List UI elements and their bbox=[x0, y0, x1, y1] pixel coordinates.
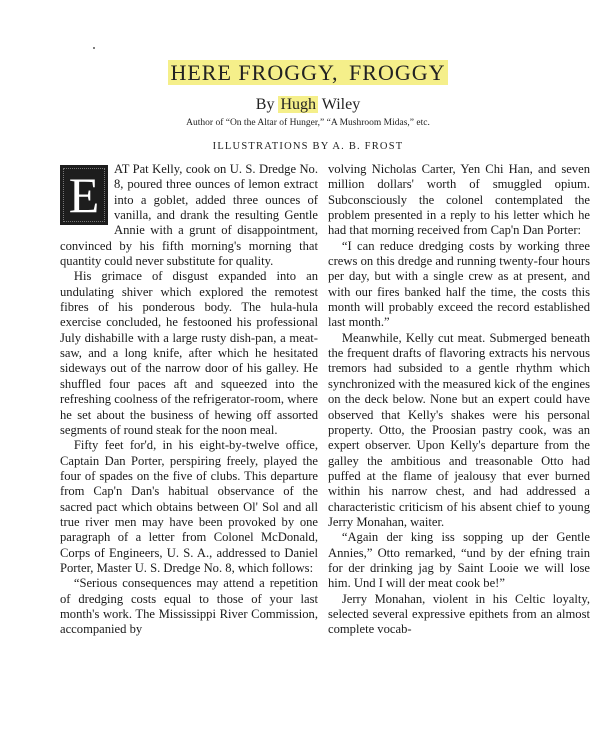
title-highlight-2: FROGGY bbox=[349, 60, 446, 85]
illustrations-credit: ILLUSTRATIONS BY A. B. FROST bbox=[212, 141, 404, 152]
byline bbox=[0, 96, 616, 114]
drop-cap-letter: E bbox=[68, 167, 100, 223]
paragraph: “I can reduce dredging costs by working three crews on this dredge and running twenty-four hours per day, but with a single crew as at present, and with our fires banked half the time, the costs this month will probably exceed the record established last month.” bbox=[328, 238, 590, 330]
paragraph: “Serious consequences may attend a repetition of dredging costs equal to those of your last month's work. The Mississippi River Commission, accompanied by bbox=[60, 576, 318, 637]
drop-cap-e bbox=[60, 165, 108, 225]
paragraph: Fifty feet for'd, in his eight-by-twelve office, Captain Dan Porter, perspiring freely, played the four of spades on the five of clubs. This departure from Cap'n Dan's habitual observance of the sacred pact which obtains between Ol' Sol and all true river men may have been provoked by one paragraph of a letter from Colonel McDonald, Corps of Engineers, U. S. A., addressed to Daniel Porter, Master U. S. Dredge No. 8, which follows: bbox=[60, 438, 318, 575]
paragraph: “Again der king iss sopping up der Gentle Annies,” Otto remarked, “und by der efning train for der drinking jag by Saint Looie we will lose him. Und I will der meat cook be!” bbox=[328, 530, 590, 591]
paragraph: Meanwhile, Kelly cut meat. Submerged beneath the frequent drafts of flavoring extracts his nervous tremors had subsided to a gentle rhythm which synchronized with the measured kick of the engines on the deck below. None but an expert could have observed that Kelly's shakes were his personal property. Otto, the Proosian pastry cook, was an expert observer. Upon Kelly's departure from the galley the ambitious and treasonable Otto had puffed at the flame of jealousy that ever burned within his narrow chest, and had addressed a characteristic criticism of his absent chief to young Jerry Monahan, waiter. bbox=[328, 330, 590, 529]
paragraph bbox=[60, 162, 318, 269]
paragraph: Jerry Monahan, violent in his Celtic loyalty, selected several expressive epithets from an almost complete vocab- bbox=[328, 591, 590, 637]
article-title bbox=[0, 60, 616, 86]
author-last-name: Wiley bbox=[318, 96, 361, 113]
paragraph: volving Nicholas Carter, Yen Chi Han, and seven million dollars' worth of smuggled opium. Subconsciously the colonel contemplated the problem presented in a reply to his letter which he had that morning received from Cap'n Dan Porter: bbox=[328, 162, 590, 238]
text-column-left bbox=[60, 162, 318, 729]
author-note: Author of “On the Altar of Hunger,” “A Mushroom Midas,” etc. bbox=[186, 118, 430, 128]
paragraph: His grimace of disgust expanded into an undulating shiver which explored the remotest fibres of his ponderous body. The hula-hula exercise concluded, he festooned his professional July dishabille with a large rusty dish-pan, a meat-saw, and a long knife, after which he hesitated sideways out of the narrow door of his galley. He shuffled four paces aft and squeezed into the refreshing coolness of the refrigerator-room, where he set about the business of hewing off assorted segments of round steak for the noon meal. bbox=[60, 269, 318, 437]
title-highlight-1: HERE FROGGY, bbox=[170, 60, 346, 85]
paragraph-text: AT Pat Kelly, cook on U. S. Dredge No. 8, poured three ounces of lemon extract into a goblet, added three ounces of vanilla, and drank the resulting Gentle Annie with a grunt of disappointment, convinced by his fifth morning's morning that quantity could never substitute for quality. bbox=[60, 162, 318, 269]
author-first-name: Hugh bbox=[280, 96, 317, 113]
byline-prefix: By bbox=[255, 96, 279, 113]
print-speck bbox=[93, 47, 95, 49]
text-column-right bbox=[328, 162, 590, 729]
